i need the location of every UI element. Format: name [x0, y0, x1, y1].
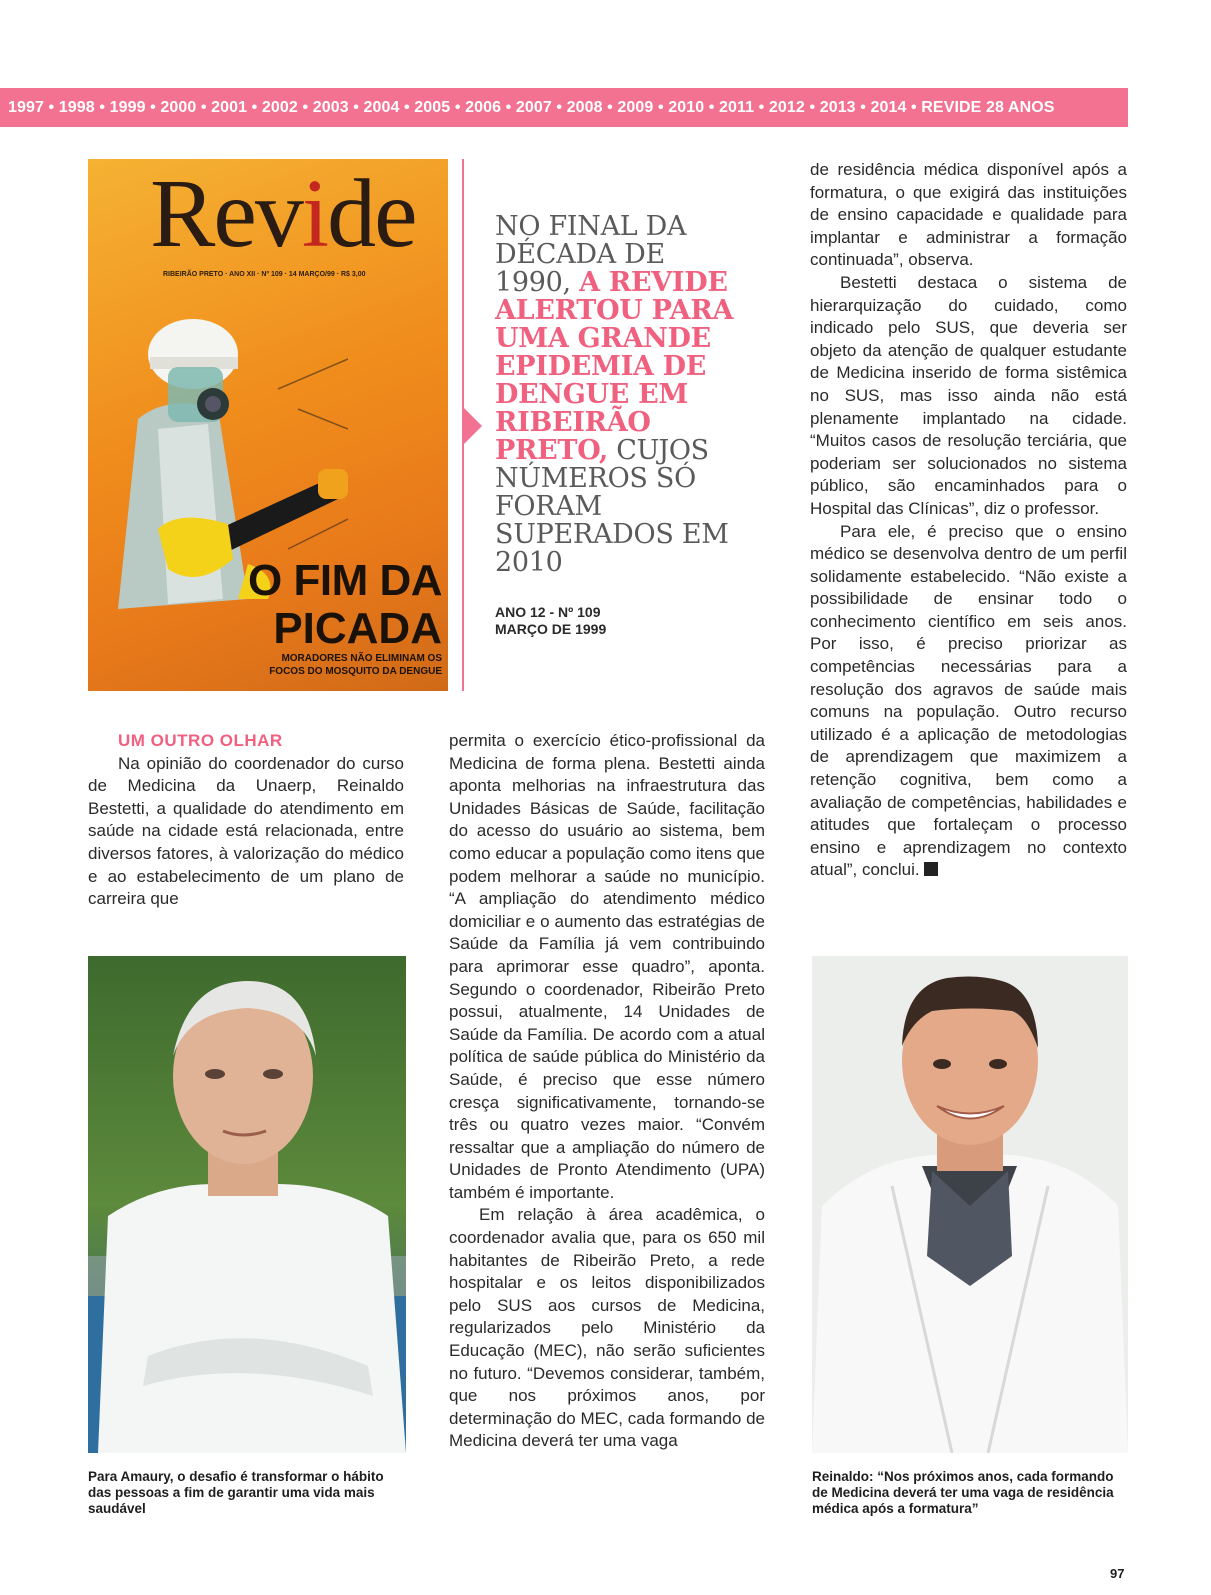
end-mark-icon: [924, 862, 938, 876]
paragraph: de residência médica disponível após a formatura, o que exigirá das instituições de ensino capacidade e qualidade para implantar e administrar a formação continuada”, observa.: [810, 160, 1127, 270]
paragraph: Para ele, é preciso que o ensino médico se desenvolva dentro de um perfil solidamente estabelecido. “Não existe a possibilidade de ensinar todo o conhecimento científico em seis anos. Por isso, é preciso priorizar as competências necessárias para a resolução dos agravos de saúde mais comuns na população. Outro recurso utilizado é a aplicação de metodologias de aprendizagem que maximizem a retenção cognitiva, bem como a avaliação de competências, habilidades e atitudes que fortaleçam o processo ensino e aprendizagem no contexto atual”, conclui.: [810, 521, 1127, 880]
photo-reinaldo: [812, 956, 1128, 1453]
cover-masthead: Revide: [150, 160, 416, 268]
cover-subhead: MORADORES NÃO ELIMINAM OS FOCOS DO MOSQUITO DA DENGUE: [269, 653, 442, 677]
pull-quote: NO FINAL DA DÉCADA DE 1990, A REVIDE ALERTOU PARA UMA GRANDE EPIDEMIA DE DENGUE EM RIBEIRÃO PRETO, CUJOS NÚMEROS SÓ FORAM SUPERADOS EM 2010: [495, 211, 734, 578]
paragraph: Na opinião do coordenador do curso de Medicina da Unaerp, Reinaldo Bestetti, a qualidade do atendimento em saúde na cidade está relacionada, entre diversos fatores, à valorização do médico e ao estabelecimento de um plano de carreira que: [88, 753, 404, 909]
photo-amaury: [88, 956, 406, 1453]
cover-issue-line: RIBEIRÃO PRETO · ANO XII · Nº 109 · 14 MARÇO/99 · R$ 3,00: [163, 271, 366, 278]
photo-caption-left: Para Amaury, o desafio é transformar o hábito das pessoas a fim de garantir uma vida mais saudável: [88, 1469, 384, 1516]
section-title: UM OUTRO OLHAR: [118, 731, 283, 750]
paragraph: Bestetti destaca o sistema de hierarquização do cuidado, como indicado pelo SUS, que deveria ser objeto da atenção de qualquer estudante de Medicina inserido de forma sistêmica no SUS, mas isso ainda não está plenamente implantado na cidade. “Muitos casos de resolução terciária, que poderiam ser solucionados no sistema público, são encaminhados para o Hospital das Clínicas”, diz o professor.: [810, 272, 1127, 518]
article-column-1: [88, 730, 404, 911]
photo-caption-right: Reinaldo: “Nos próximos anos, cada formando de Medicina deverá ter uma vaga de residência médica após a formatura”: [812, 1469, 1114, 1516]
page-number: 97: [1110, 1566, 1125, 1581]
article-column-3: [810, 159, 1127, 882]
article-column-2: [449, 730, 765, 1453]
paragraph: permita o exercício ético-profissional da Medicina de forma plena. Bestetti ainda aponta melhorias na infraestrutura das Unidades Básicas de Saúde, facilitação do acesso do usuário ao sistema, bem como educar a população como itens que podem melhorar a saúde no município. “A ampliação do atendimento médico domiciliar e o aumento das estratégias de Saúde da Família já vem contribuindo para aprimorar esse quadro”, aponta. Segundo o coordenador, Ribeirão Preto possui, atualmente, 14 Unidades de Saúde da Família. De acordo com a atual política de saúde pública do Ministério da Saúde, é preciso que esse número cresça significativamente, tornando-se três ou quatro vezes maior. “Convém ressaltar que a ampliação do número de Unidades de Pronto Atendimento (UPA) também é importante.: [449, 731, 765, 1202]
magazine-cover-image: [88, 159, 448, 691]
cover-headline-2: PICADA: [273, 604, 442, 653]
pink-arrow-marker: [462, 406, 482, 446]
cover-headline-1: O FIM DA: [248, 556, 442, 605]
cover-issue-reference: ANO 12 - Nº 109 MARÇO DE 1999: [495, 604, 607, 637]
timeline-banner: 1997 • 1998 • 1999 • 2000 • 2001 • 2002 • 2003 • 2004 • 2005 • 2006 • 2007 • 2008 • 2009 • 2010 • 2011 • 2012 • 2013 • 2014 • REVIDE 28 ANOS: [0, 88, 1128, 127]
paragraph: Em relação à área acadêmica, o coordenador avalia que, para os 650 mil habitantes de Ribeirão Preto, a rede hospitalar e os leitos disponibilizados pelo SUS aos cursos de Medicina, regularizados pelo Ministério da Educação (MEC), não serão suficientes no futuro. “Devemos considerar, também, que nos próximos anos, por determinação do MEC, cada formando de Medicina deverá ter uma vaga: [449, 1205, 765, 1451]
